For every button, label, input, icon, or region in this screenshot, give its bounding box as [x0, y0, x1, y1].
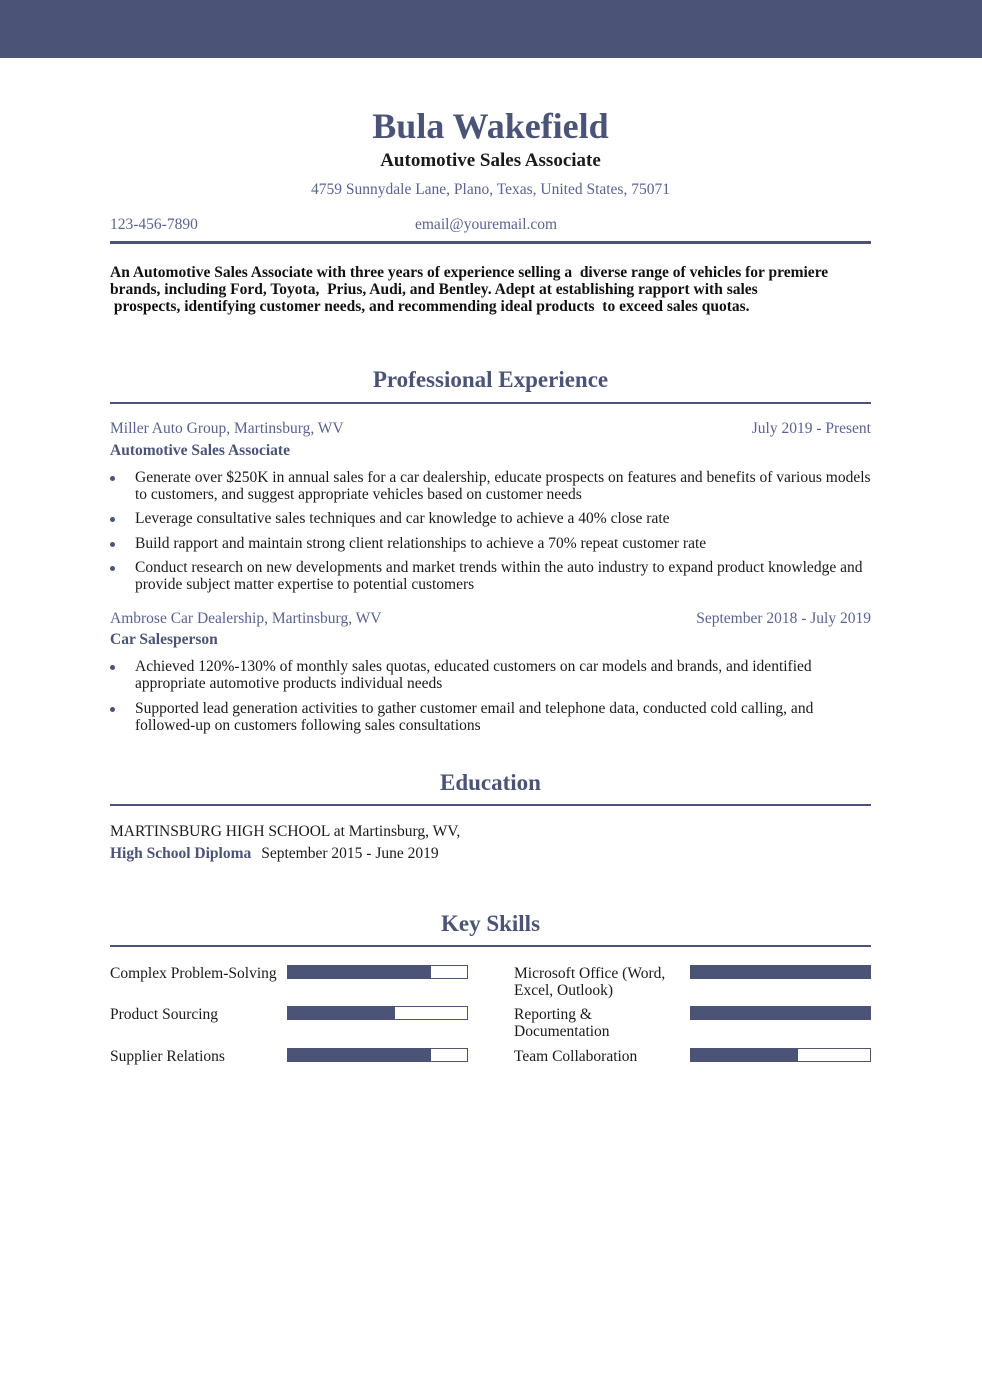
bullet-text: Supported lead generation activities to gather customer email and telephone data, conducted cold calling, and followed-up on customers following sales consultations	[135, 700, 814, 734]
job-company: Miller Auto Group, Martinsburg, WV	[110, 420, 344, 437]
bullet-dot-icon	[110, 517, 115, 522]
skill-bar-fill	[691, 966, 870, 978]
skill-bar-fill	[288, 966, 431, 978]
job-bullet	[110, 701, 871, 734]
job-bullet	[110, 511, 871, 528]
skill-label: Team Collaboration	[514, 1048, 638, 1065]
bullet-dot-icon	[110, 707, 115, 712]
experience-heading: Professional Experience	[372, 367, 609, 392]
bullet-dot-icon	[110, 476, 115, 481]
skill-bar-fill	[691, 1007, 870, 1019]
summary: An Automotive Sales Associate with three years of experience selling a diverse range of vehicles for premiere brands, including Ford, Toyota, Prius, Audi, and Bentley. Adept at establishing rapport with sales prospects, identifying customer needs, and recommending ideal products to exceed sales quotas.	[110, 264, 829, 315]
education-school: MARTINSBURG HIGH SCHOOL at Martinsburg, WV,	[110, 823, 461, 840]
header-divider	[110, 241, 871, 244]
education-divider	[110, 804, 871, 806]
bullet-dot-icon	[110, 665, 115, 670]
bullet-text: Achieved 120%-130% of monthly sales quotas, educated customers on car models and brands, and identified appropriate automotive products individual needs	[135, 658, 812, 692]
job-bullet	[110, 470, 871, 503]
skill-bar-fill	[691, 1049, 798, 1061]
bullet-dot-icon	[110, 566, 115, 571]
email: email@youremail.com	[415, 216, 558, 233]
skill-bar	[690, 1006, 871, 1020]
job-role: Car Salesperson	[110, 631, 218, 648]
job-role: Automotive Sales Associate	[110, 442, 290, 459]
job-bullet	[110, 536, 871, 553]
bullet-text: Build rapport and maintain strong client relationships to achieve a 70% repeat customer rate	[135, 535, 707, 552]
phone: 123-456-7890	[110, 216, 198, 233]
job-bullet	[110, 659, 871, 692]
skill-bar	[287, 1048, 468, 1062]
education-degree: High School Diploma	[110, 845, 252, 862]
skill-label: Complex Problem-Solving	[110, 965, 277, 982]
address: 4759 Sunnydale Lane, Plano, Texas, United States, 75071	[311, 181, 670, 198]
candidate-name: Bula Wakefield	[372, 106, 609, 146]
bullet-text: Leverage consultative sales techniques and car knowledge to achieve a 40% close rate	[135, 510, 670, 527]
skill-bar	[287, 1006, 468, 1020]
skill-bar	[690, 965, 871, 979]
bullet-text: Generate over $250K in annual sales for a car dealership, educate prospects on features and benefits of various models to customers, and suggest appropriate vehicles based on customer needs	[135, 469, 871, 503]
skill-bar-fill	[288, 1049, 431, 1061]
skill-label: Supplier Relations	[110, 1048, 225, 1065]
bullet-dot-icon	[110, 542, 115, 547]
education-dates: September 2015 - June 2019	[261, 845, 439, 862]
skills-divider	[110, 945, 871, 947]
job-dates: July 2019 - Present	[751, 420, 871, 437]
bullet-text: Conduct research on new developments and market trends within the auto industry to expand product knowledge and provide subject matter expertise to potential customers	[135, 559, 863, 593]
job-bullet	[110, 560, 871, 593]
skill-bar	[690, 1048, 871, 1062]
skill-bar-fill	[288, 1007, 395, 1019]
skill-bar	[287, 965, 468, 979]
education-heading: Education	[440, 770, 541, 795]
experience-divider	[110, 402, 871, 404]
candidate-title: Automotive Sales Associate	[380, 150, 601, 171]
job-company: Ambrose Car Dealership, Martinsburg, WV	[110, 610, 382, 627]
skill-label: Reporting & Documentation	[514, 1006, 610, 1040]
job-dates: September 2018 - July 2019	[696, 610, 871, 627]
skill-label: Microsoft Office (Word, Excel, Outlook)	[514, 965, 666, 999]
education-detail	[110, 844, 439, 864]
skill-label: Product Sourcing	[110, 1006, 219, 1023]
top-banner	[0, 0, 982, 58]
skills-heading: Key Skills	[440, 911, 541, 936]
